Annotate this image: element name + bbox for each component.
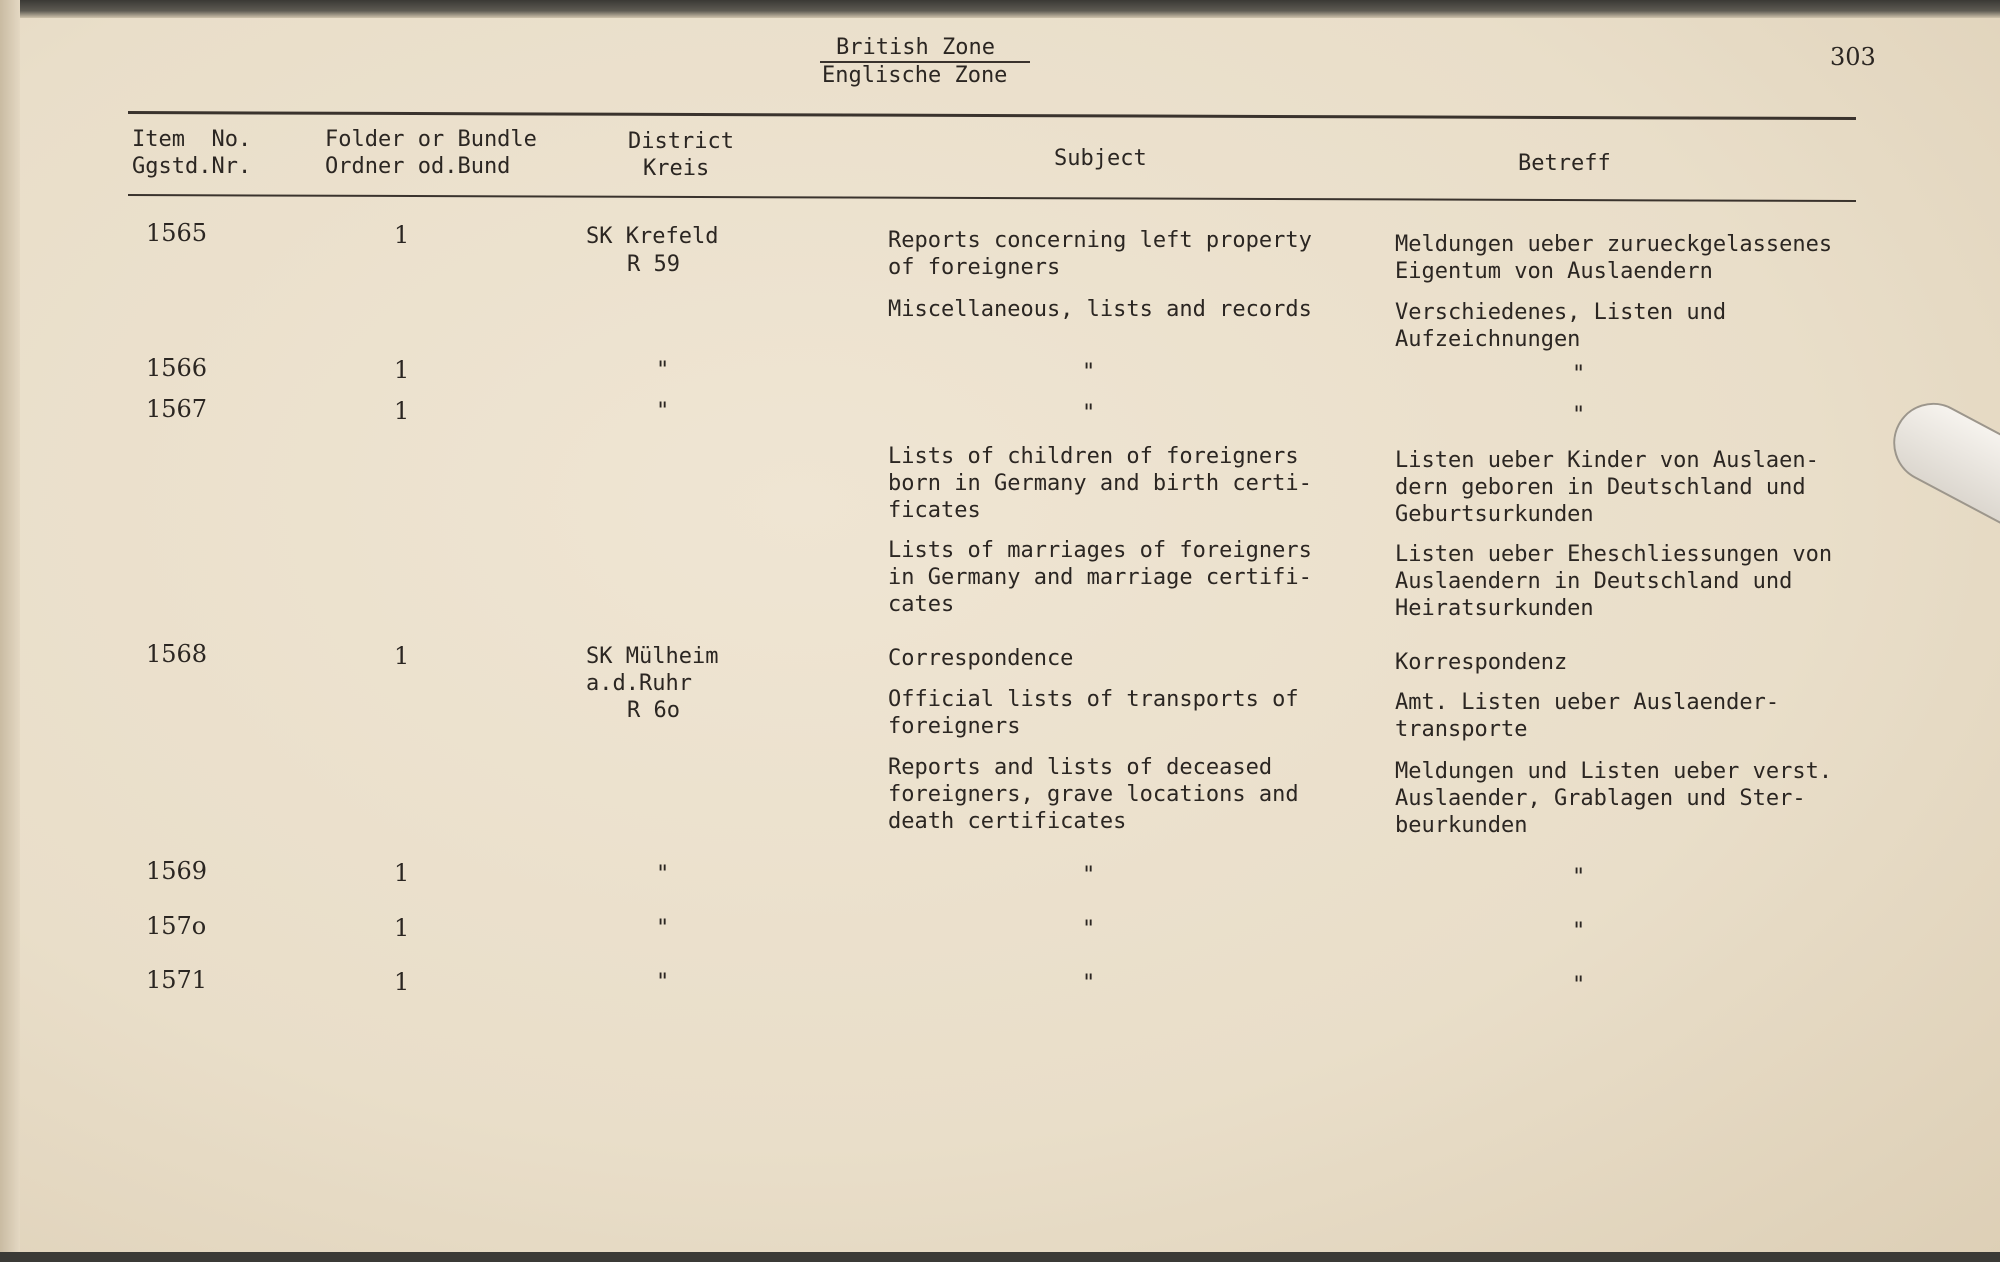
table-top-rule (128, 111, 1856, 120)
subject-entry: Miscellaneous, lists and records (888, 297, 1312, 322)
item-number: 1567 (146, 395, 208, 423)
binding-edge-top (0, 0, 2000, 18)
betreff-entry: Listen ueber Kinder von Auslaen- dern geboren in Deutschland und Geburtsurkunden (1395, 448, 1819, 527)
item-number: 1566 (146, 354, 208, 382)
betreff-entry: Listen ueber Eheschliessungen von Auslaendern in Deutschland und Heiratsurkunden (1395, 542, 1833, 621)
subject-ditto: " (1082, 971, 1096, 996)
item-number: 1565 (146, 219, 208, 247)
district-ditto: " (656, 916, 670, 941)
subject-entry: Lists of marriages of foreigners in Germany and marriage certifi- cates (888, 538, 1312, 617)
zone-title-de: Englische Zone (822, 63, 1008, 88)
col-district-header-de: Kreis (643, 156, 710, 181)
folder-count: 1 (394, 859, 410, 887)
subject-entry: Official lists of transports of foreigners (888, 687, 1299, 739)
betreff-ditto: " (1572, 362, 1586, 387)
col-subject-header: Subject (1054, 146, 1147, 171)
folder-count: 1 (394, 397, 410, 425)
district-name: SK Mülheim (586, 644, 719, 669)
item-number: 1568 (146, 640, 208, 668)
subject-ditto: " (1082, 863, 1096, 888)
item-number: 1571 (146, 966, 208, 994)
binding-edge-bottom (0, 1252, 2000, 1262)
folder-count: 1 (394, 221, 410, 249)
district-ditto: " (656, 399, 670, 424)
district-ditto: " (656, 862, 670, 887)
district-ditto: " (656, 358, 670, 383)
subject-entry: Lists of children of foreigners born in Germany and birth certi- ficates (888, 444, 1312, 523)
table-header-rule (128, 194, 1856, 202)
item-number: 157o (146, 912, 207, 940)
subject-ditto: " (1082, 917, 1096, 942)
col-district-header-en: District (628, 129, 734, 154)
subject-ditto: " (1082, 401, 1096, 426)
betreff-entry: Meldungen und Listen ueber verst. Auslaender, Grablagen und Ster- beurkunden (1395, 759, 1833, 838)
page-tab-marker (1879, 389, 2000, 555)
subject-entry: Correspondence (888, 646, 1074, 671)
col-betreff-header: Betreff (1518, 151, 1611, 176)
betreff-ditto: " (1572, 403, 1586, 428)
betreff-entry: Meldungen ueber zurueckgelassenes Eigentum von Auslaendern (1395, 232, 1833, 284)
col-folder-header-de: Ordner od.Bund (325, 154, 511, 179)
betreff-entry: Amt. Listen ueber Auslaender- transporte (1395, 690, 1780, 742)
subject-entry: Reports and lists of deceased foreigners, grave locations and death certificates (888, 755, 1299, 834)
page-number: 303 (1830, 43, 1876, 71)
folder-count: 1 (394, 642, 410, 670)
district-name: SK Krefeld (586, 224, 719, 249)
folder-count: 1 (394, 914, 410, 942)
col-folder-header-en: Folder or Bundle (325, 127, 537, 152)
betreff-entry: Verschiedenes, Listen und Aufzeichnungen (1395, 300, 1727, 352)
col-item-header-de: Ggstd.Nr. (132, 154, 252, 179)
betreff-entry: Korrespondenz (1395, 650, 1568, 675)
folder-count: 1 (394, 356, 410, 384)
district-ref: R 6o (627, 698, 680, 723)
binding-edge-left (0, 0, 20, 1262)
zone-title-en: British Zone (836, 35, 995, 60)
district-name-line2: a.d.Ruhr (586, 671, 692, 696)
district-ditto: " (656, 970, 670, 995)
district-ref: R 59 (627, 252, 680, 277)
betreff-ditto: " (1572, 919, 1586, 944)
col-item-header-en: Item No. (132, 127, 252, 152)
subject-ditto: " (1082, 360, 1096, 385)
subject-entry: Reports concerning left property of foreigners (888, 228, 1312, 280)
folder-count: 1 (394, 968, 410, 996)
item-number: 1569 (146, 857, 208, 885)
betreff-ditto: " (1572, 973, 1586, 998)
betreff-ditto: " (1572, 865, 1586, 890)
